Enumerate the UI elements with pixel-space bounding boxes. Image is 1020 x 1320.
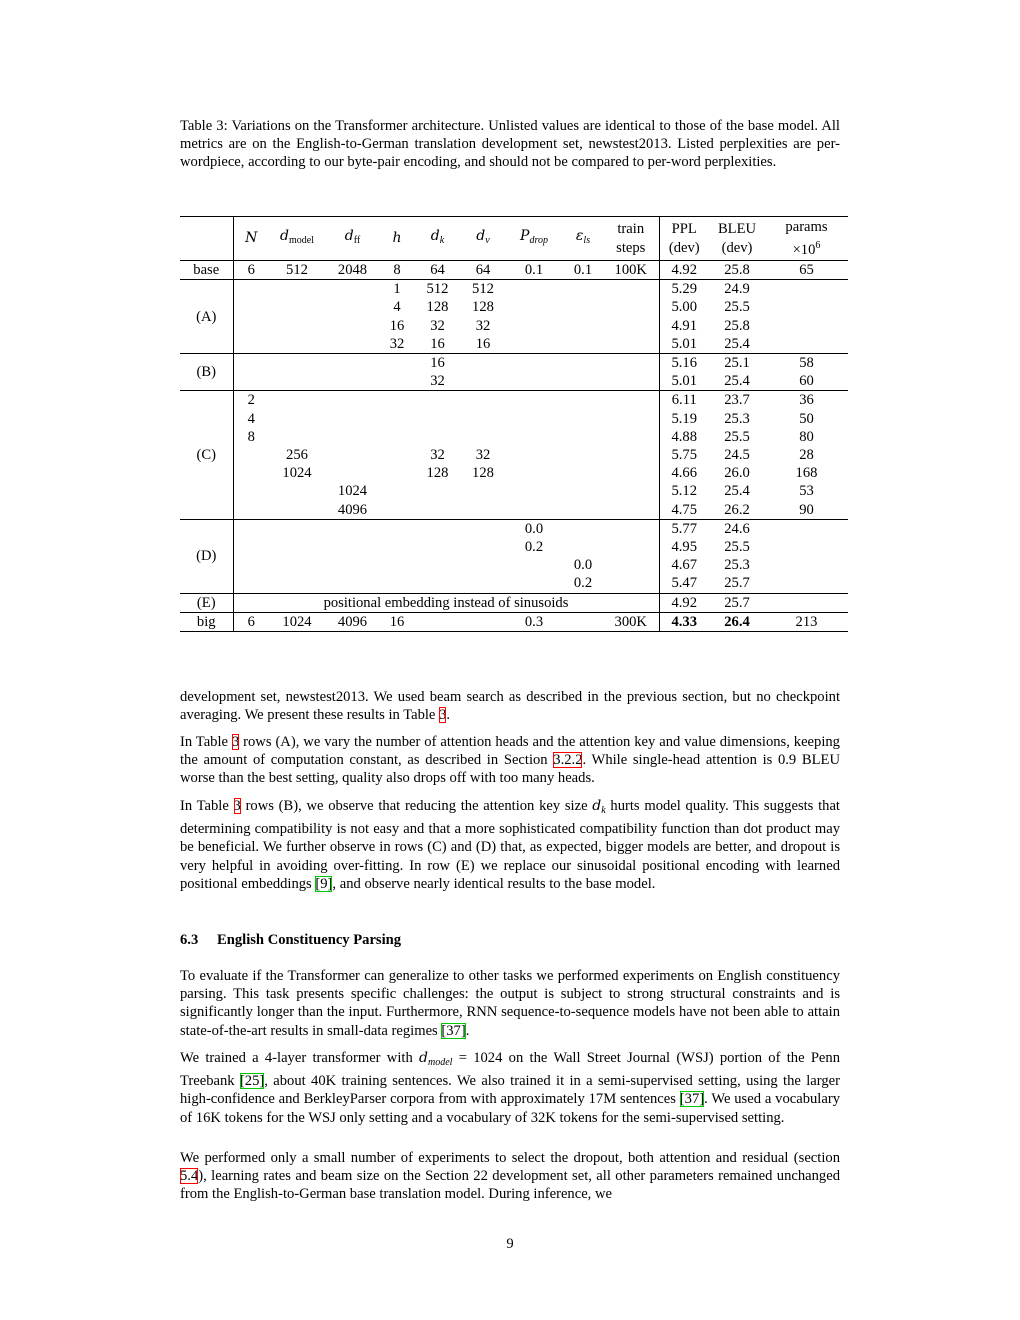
table-caption: Table 3: Variations on the Transformer architecture. Unlisted values are identical to those of the base model. All metrics are on the English-to-German translation development set, newstest2013. Listed perplexities are per-wordpiece, according to our byte-pair encoding, and should not be compared to per-word perplexities.: [180, 118, 840, 170]
paragraph: We trained a 4-layer transformer with $d_{model} = 1024$ on the Wall Street Journal (WSJ) portion of the Penn Treebank [25], about 40K training sentences. We also trained it in a semi-supervised setting, using the larger high-confidence and BerkleyParser corpora from with approximately 17M sentences [37]. We used a vocabulary of 16K tokens for the WSJ only setting and a vocabulary of 32K tokens for the semi-supervised setting.: [180, 1050, 841, 1126]
table-cell: 5.01: [659, 335, 709, 354]
header-bleu: BLEU (dev): [709, 217, 765, 261]
table-cell: 5.16: [659, 354, 709, 373]
table-cell: 53: [799, 483, 814, 500]
header-d-ff: $d_{ff}$: [325, 217, 380, 261]
table-row-d: [180, 538, 848, 556]
header-params: params $\times 10^6$: [765, 217, 848, 261]
table-cell: 32: [430, 447, 445, 464]
table-cell: 4.33: [659, 612, 709, 631]
table-row-c: [180, 464, 848, 482]
table-cell: 24.6: [709, 519, 765, 538]
table-cell: 4.91: [659, 317, 709, 335]
table-row-big: [180, 612, 848, 631]
table-cell: 256: [286, 447, 308, 464]
table-row-c: [180, 410, 848, 428]
header-d-k: $d_k$: [414, 217, 461, 261]
table-cell: 25.5: [724, 428, 750, 445]
table-cell: 6.11: [659, 391, 709, 410]
table-cell: 4.92: [659, 593, 709, 612]
table-cell: 25.3: [724, 557, 750, 574]
table-row-d: [180, 519, 848, 538]
header-d-model: $d_{model}$: [269, 217, 325, 261]
table-cell: 5.29: [659, 280, 709, 299]
table-cell: 5.19: [659, 410, 709, 428]
table-cell: 25.7: [709, 593, 765, 612]
table-cell: 128: [426, 465, 449, 482]
header-eps-ls: $\varepsilon_{ls}$: [563, 217, 603, 261]
paragraph: In Table 3 rows (A), we vary the number of attention heads and the attention key and value dimensions, keeping the amount of computation constant, as described in Section 3.2.2. While single-head attention is 0.9 BLEU worse than the best setting, quality also drops off with too many heads.: [180, 734, 840, 787]
table-row-c: [180, 446, 848, 464]
table-cell: 80: [799, 428, 814, 445]
table-cell: 5.47: [659, 574, 709, 593]
table-cell: 28: [799, 447, 814, 464]
table-cell: 32: [475, 317, 491, 334]
table-cell: 0.2: [524, 539, 544, 556]
table-cell: 8: [393, 262, 401, 278]
table-cell: 4: [247, 410, 255, 427]
citation-link[interactable]: [37]: [441, 1022, 466, 1039]
row-label: base: [180, 261, 233, 280]
table-cell: 128: [426, 299, 449, 316]
table-cell: 4096: [325, 612, 380, 631]
table-row-a: [180, 335, 848, 354]
table-cell: 25.4: [724, 335, 750, 352]
citation-link[interactable]: [37]: [679, 1091, 705, 1108]
paragraph: We performed only a small number of experiments to select the dropout, both attention and residual (section 5.4), learning rates and beam size on the Section 22 development set, all other parameters remained unchanged from the English-to-German base translation model. During inference, we: [180, 1150, 840, 1203]
row-label: (A): [180, 280, 233, 354]
table-cell: 1024: [282, 465, 312, 482]
table-header-row: [180, 217, 848, 261]
table-cell: 25.7: [724, 575, 750, 592]
table-cell: 64: [430, 262, 445, 278]
table-cell: 168: [795, 465, 818, 482]
row-label: (D): [180, 519, 233, 593]
header-p-drop: $P_{drop}$: [505, 217, 563, 261]
table-cell: 4.75: [659, 501, 709, 520]
table-row-a: [180, 280, 848, 299]
table-cell: 5.12: [659, 482, 709, 500]
table-row-c: [180, 501, 848, 520]
paragraph: To evaluate if the Transformer can generalize to other tasks we performed experiments on English constituency parsing. This task presents specific challenges: the output is subject to strong structural constraints and is significantly longer than the input. Furthermore, RNN sequence-to-sequence models have not been able to attain state-of-the-art results in small-data regimes [37].: [180, 968, 840, 1039]
variations-table: [180, 216, 848, 632]
table-cell: 32: [430, 373, 445, 390]
table-row-c: [180, 391, 848, 410]
table-cell: 25.5: [724, 539, 750, 556]
header-h: h: [380, 217, 414, 261]
table-cell: 512: [414, 280, 461, 299]
table-cell: 64: [475, 262, 491, 278]
table-cell: 50: [799, 410, 814, 427]
table-cell: 26.0: [724, 465, 750, 482]
table-cell: 36: [765, 391, 848, 410]
table-cell: 0.0: [573, 557, 593, 574]
table-cell: 6: [247, 262, 255, 278]
table-link[interactable]: 3: [233, 798, 241, 814]
table-cell: 25.3: [724, 410, 750, 427]
table-cell: 26.4: [709, 612, 765, 631]
table-cell: 4: [393, 299, 401, 316]
row-label: (B): [180, 354, 233, 391]
section-link[interactable]: 3.2.2: [553, 752, 583, 769]
citation-link[interactable]: [9]: [315, 875, 333, 892]
table-row-base: [180, 261, 848, 280]
table-cell: 16: [414, 354, 461, 373]
header-n: N: [233, 217, 269, 261]
table-row-c: [180, 428, 848, 446]
header-empty: [180, 217, 233, 261]
table-row-d: [180, 556, 848, 574]
row-label: (E): [180, 593, 233, 612]
table-cell: 4.88: [659, 428, 709, 446]
table-cell: 24.5: [724, 447, 750, 464]
table-cell: 32: [475, 447, 491, 464]
header-train-steps: train steps: [603, 217, 659, 261]
section-heading: 6.3 English Constituency Parsing: [180, 932, 402, 948]
table-cell: 0.1: [524, 262, 544, 278]
header-ppl: PPL (dev): [659, 217, 709, 261]
table-cell: 5.77: [659, 519, 709, 538]
page-number: 9: [506, 1236, 514, 1252]
table-cell: 0.2: [573, 575, 593, 592]
table-cell: 213: [765, 612, 848, 631]
table-cell: 6: [233, 612, 269, 631]
table-row-b: [180, 372, 848, 391]
table-cell: 16: [430, 335, 445, 352]
table-cell: 0.3: [505, 612, 563, 631]
table-cell: 25.5: [724, 299, 750, 316]
table-cell: 25.8: [724, 262, 750, 278]
row-label: (C): [180, 391, 233, 519]
table-cell-span: positional embedding instead of sinusoids: [233, 593, 659, 612]
table-cell: 0.1: [573, 262, 593, 278]
table-cell: 58: [765, 354, 848, 373]
table-row-a: [180, 317, 848, 335]
table-cell: 4.66: [659, 464, 709, 482]
table-cell: 2: [233, 391, 269, 410]
table-cell: 25.8: [724, 317, 750, 334]
table-row-e: [180, 593, 848, 612]
paragraph: In Table 3 rows (B), we observe that reducing the attention key size $d_k$ hurts model quality. This suggests that determining compatibility is not easy and that a more sophisticated compatibility function than dot product may be beneficial. We further observe in rows (C) and (D) that, as expected, bigger models are better, and dropout is very helpful in avoiding over-fitting. In row (E) we replace our sinusoidal positional encoding with learned positional embeddings [9], and observe nearly identical results to the base model.: [180, 798, 840, 892]
table-cell: 4096: [337, 501, 368, 518]
table-cell: 300K: [603, 612, 659, 631]
table-cell: 512: [461, 280, 505, 299]
table-cell: 26.2: [724, 501, 750, 518]
table-cell: 24.9: [709, 280, 765, 299]
table-link[interactable]: 3: [439, 707, 447, 724]
table-cell: 1024: [269, 612, 325, 631]
table-cell: 128: [472, 299, 494, 316]
table-cell: 16: [475, 335, 491, 352]
paragraph: development set, newstest2013. We used beam search as described in the previous section, but no checkpoint averaging. We present these results in Table 3.: [180, 689, 840, 724]
table-row-d: [180, 574, 848, 593]
table-cell: 128: [472, 465, 494, 482]
row-label: big: [180, 612, 233, 631]
table-cell: 90: [799, 501, 814, 518]
table-cell: 1: [380, 280, 414, 299]
table-cell: 5.00: [659, 298, 709, 316]
table-cell: 8: [247, 428, 255, 445]
table-cell: 4.95: [659, 538, 709, 556]
table-cell: 32: [389, 335, 405, 352]
table-cell: 2048: [337, 262, 368, 278]
table-row-a: [180, 298, 848, 316]
table-cell: 1024: [337, 483, 368, 500]
table-cell: 32: [430, 317, 445, 334]
table-cell: 100K: [614, 262, 647, 278]
table-cell: 5.01: [659, 372, 709, 391]
table-cell: 4.92: [659, 261, 709, 280]
table-cell: 512: [286, 262, 308, 278]
table-cell: 16: [380, 612, 414, 631]
table-cell: 23.7: [709, 391, 765, 410]
table-link[interactable]: 3: [231, 734, 240, 750]
table-cell: 65: [799, 262, 814, 278]
table-cell: 25.4: [724, 373, 750, 390]
table-cell: 5.75: [659, 446, 709, 464]
section-link[interactable]: 5.4: [180, 1168, 199, 1185]
citation-link[interactable]: [25]: [239, 1073, 265, 1090]
table-cell: 16: [389, 317, 405, 334]
header-d-v: $d_v$: [461, 217, 505, 261]
table-cell: 0.0: [505, 519, 563, 538]
table-cell: 60: [799, 373, 814, 390]
table-row-b: [180, 354, 848, 373]
table-cell: 25.1: [709, 354, 765, 373]
table-row-c: [180, 482, 848, 500]
table-cell: 25.4: [724, 483, 750, 500]
table-cell: 4.67: [659, 556, 709, 574]
